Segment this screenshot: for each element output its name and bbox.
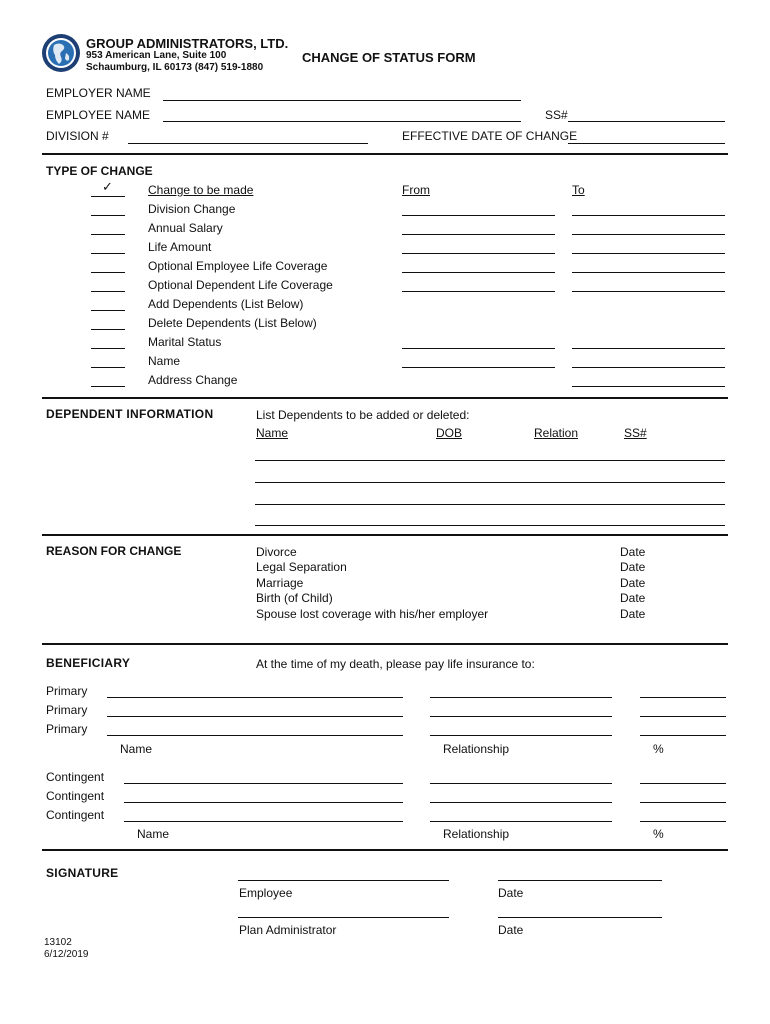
dependent-col-ss: SS# xyxy=(624,426,647,440)
change-item: Optional Dependent Life Coverage xyxy=(148,278,333,292)
effective-date-label: EFFECTIVE DATE OF CHANGE xyxy=(402,129,578,143)
change-checkbox[interactable] xyxy=(91,348,125,349)
plan-admin-label: Plan Administrator xyxy=(239,923,337,937)
reason-date-label: Date xyxy=(620,560,646,574)
reason-item: Birth (of Child) xyxy=(256,591,333,605)
company-address-1: 953 American Lane, Suite 100 xyxy=(86,50,227,61)
employee-name-field[interactable] xyxy=(163,121,521,122)
plan-admin-date-label: Date xyxy=(498,923,524,937)
primary-label: Primary xyxy=(46,684,88,698)
ss-field[interactable] xyxy=(568,121,725,122)
section-divider xyxy=(42,643,728,645)
primary-percent-field[interactable] xyxy=(640,735,726,736)
primary-name-field[interactable] xyxy=(107,716,403,717)
change-checkbox[interactable] xyxy=(91,291,125,292)
primary-name-field[interactable] xyxy=(107,697,403,698)
reason-title: REASON FOR CHANGE xyxy=(46,544,182,558)
type-of-change-title: TYPE OF CHANGE xyxy=(46,164,153,178)
change-item: Annual Salary xyxy=(148,221,223,235)
dependent-instruction: List Dependents to be added or deleted: xyxy=(256,408,470,422)
form-date: 6/12/2019 xyxy=(44,949,89,960)
signature-title: SIGNATURE xyxy=(46,866,119,880)
contingent-col-name: Name xyxy=(137,827,170,841)
change-checkbox[interactable] xyxy=(91,310,125,311)
change-item: Name xyxy=(148,354,181,368)
primary-relationship-field[interactable] xyxy=(430,697,612,698)
employee-signature-field[interactable] xyxy=(238,880,449,881)
division-field[interactable] xyxy=(128,143,368,144)
company-logo xyxy=(41,33,81,73)
contingent-label: Contingent xyxy=(46,789,105,803)
company-name: GROUP ADMINISTRATORS, LTD. xyxy=(86,36,289,51)
from-field[interactable] xyxy=(402,253,555,254)
contingent-relationship-field[interactable] xyxy=(430,821,612,822)
change-checkbox[interactable] xyxy=(91,386,125,387)
to-field[interactable] xyxy=(572,291,725,292)
check-mark-icon: ✓ xyxy=(102,179,113,194)
form-title: CHANGE OF STATUS FORM xyxy=(302,50,476,65)
primary-relationship-field[interactable] xyxy=(430,735,612,736)
dependent-row-line[interactable] xyxy=(255,482,725,483)
primary-percent-field[interactable] xyxy=(640,716,726,717)
from-field[interactable] xyxy=(402,215,555,216)
reason-date-label: Date xyxy=(620,591,646,605)
contingent-name-field[interactable] xyxy=(124,802,403,803)
form-number: 13102 xyxy=(44,937,72,948)
to-field[interactable] xyxy=(572,215,725,216)
from-field[interactable] xyxy=(402,234,555,235)
section-divider xyxy=(42,534,728,536)
employee-date-field[interactable] xyxy=(498,880,662,881)
dependent-info-title: DEPENDENT INFORMATION xyxy=(46,407,214,421)
contingent-label: Contingent xyxy=(46,770,105,784)
change-checkbox-header[interactable] xyxy=(91,196,125,197)
to-header: To xyxy=(572,183,585,197)
reason-date-label: Date xyxy=(620,545,646,559)
from-field[interactable] xyxy=(402,367,555,368)
employer-name-label: EMPLOYER NAME xyxy=(46,86,151,100)
change-item: Address Change xyxy=(148,373,238,387)
change-item: Life Amount xyxy=(148,240,212,254)
primary-label: Primary xyxy=(46,722,88,736)
contingent-relationship-field[interactable] xyxy=(430,783,612,784)
contingent-percent-field[interactable] xyxy=(640,783,726,784)
reason-item: Marriage xyxy=(256,576,304,590)
employee-name-label: EMPLOYEE NAME xyxy=(46,108,151,122)
from-field[interactable] xyxy=(402,272,555,273)
dependent-row-line[interactable] xyxy=(255,525,725,526)
plan-admin-signature-field[interactable] xyxy=(238,917,449,918)
dependent-col-name: Name xyxy=(256,426,289,440)
ss-label: SS# xyxy=(545,108,568,122)
change-to-be-made-header: Change to be made xyxy=(148,183,254,197)
contingent-col-percent: % xyxy=(653,827,664,841)
primary-col-percent: % xyxy=(653,742,664,756)
dependent-row-line[interactable] xyxy=(255,504,725,505)
section-divider xyxy=(42,153,728,155)
company-address-2: Schaumburg, IL 60173 (847) 519-1880 xyxy=(86,62,264,73)
reason-item: Spouse lost coverage with his/her employer xyxy=(256,607,489,621)
from-header: From xyxy=(402,183,430,197)
change-item: Delete Dependents (List Below) xyxy=(148,316,317,330)
reason-item: Legal Separation xyxy=(256,560,347,574)
reason-date-label: Date xyxy=(620,607,646,621)
to-field[interactable] xyxy=(572,272,725,273)
to-field[interactable] xyxy=(572,348,725,349)
section-divider xyxy=(42,849,728,851)
change-checkbox[interactable] xyxy=(91,329,125,330)
primary-col-name: Name xyxy=(120,742,153,756)
to-field[interactable] xyxy=(572,253,725,254)
change-checkbox[interactable] xyxy=(91,253,125,254)
contingent-percent-field[interactable] xyxy=(640,802,726,803)
primary-name-field[interactable] xyxy=(107,735,403,736)
primary-percent-field[interactable] xyxy=(640,697,726,698)
dependent-col-relation: Relation xyxy=(534,426,579,440)
to-field[interactable] xyxy=(572,367,725,368)
change-checkbox[interactable] xyxy=(91,272,125,273)
change-item: Division Change xyxy=(148,202,236,216)
change-item: Add Dependents (List Below) xyxy=(148,297,304,311)
primary-label: Primary xyxy=(46,703,88,717)
section-divider xyxy=(42,397,728,399)
primary-col-relationship: Relationship xyxy=(443,742,510,756)
change-checkbox[interactable] xyxy=(91,215,125,216)
contingent-name-field[interactable] xyxy=(124,783,403,784)
effective-date-field[interactable] xyxy=(568,143,725,144)
contingent-label: Contingent xyxy=(46,808,105,822)
contingent-name-field[interactable] xyxy=(124,821,403,822)
change-checkbox[interactable] xyxy=(91,367,125,368)
reason-item: Divorce xyxy=(256,545,297,559)
employee-date-label: Date xyxy=(498,886,524,900)
employer-name-field[interactable] xyxy=(163,100,521,101)
change-item: Marital Status xyxy=(148,335,222,349)
beneficiary-instruction: At the time of my death, please pay life insurance to: xyxy=(256,657,535,671)
division-label: DIVISION # xyxy=(46,129,109,143)
dependent-row-line[interactable] xyxy=(255,460,725,461)
beneficiary-title: BENEFICIARY xyxy=(46,656,131,670)
from-field[interactable] xyxy=(402,348,555,349)
contingent-relationship-field[interactable] xyxy=(430,802,612,803)
primary-relationship-field[interactable] xyxy=(430,716,612,717)
contingent-col-relationship: Relationship xyxy=(443,827,510,841)
reason-date-label: Date xyxy=(620,576,646,590)
change-item: Optional Employee Life Coverage xyxy=(148,259,328,273)
contingent-percent-field[interactable] xyxy=(640,821,726,822)
to-field[interactable] xyxy=(572,386,725,387)
plan-admin-date-field[interactable] xyxy=(498,917,662,918)
dependent-col-dob: DOB xyxy=(436,426,463,440)
change-checkbox[interactable] xyxy=(91,234,125,235)
employee-signature-label: Employee xyxy=(239,886,293,900)
from-field[interactable] xyxy=(402,291,555,292)
to-field[interactable] xyxy=(572,234,725,235)
globe-icon xyxy=(41,33,81,73)
